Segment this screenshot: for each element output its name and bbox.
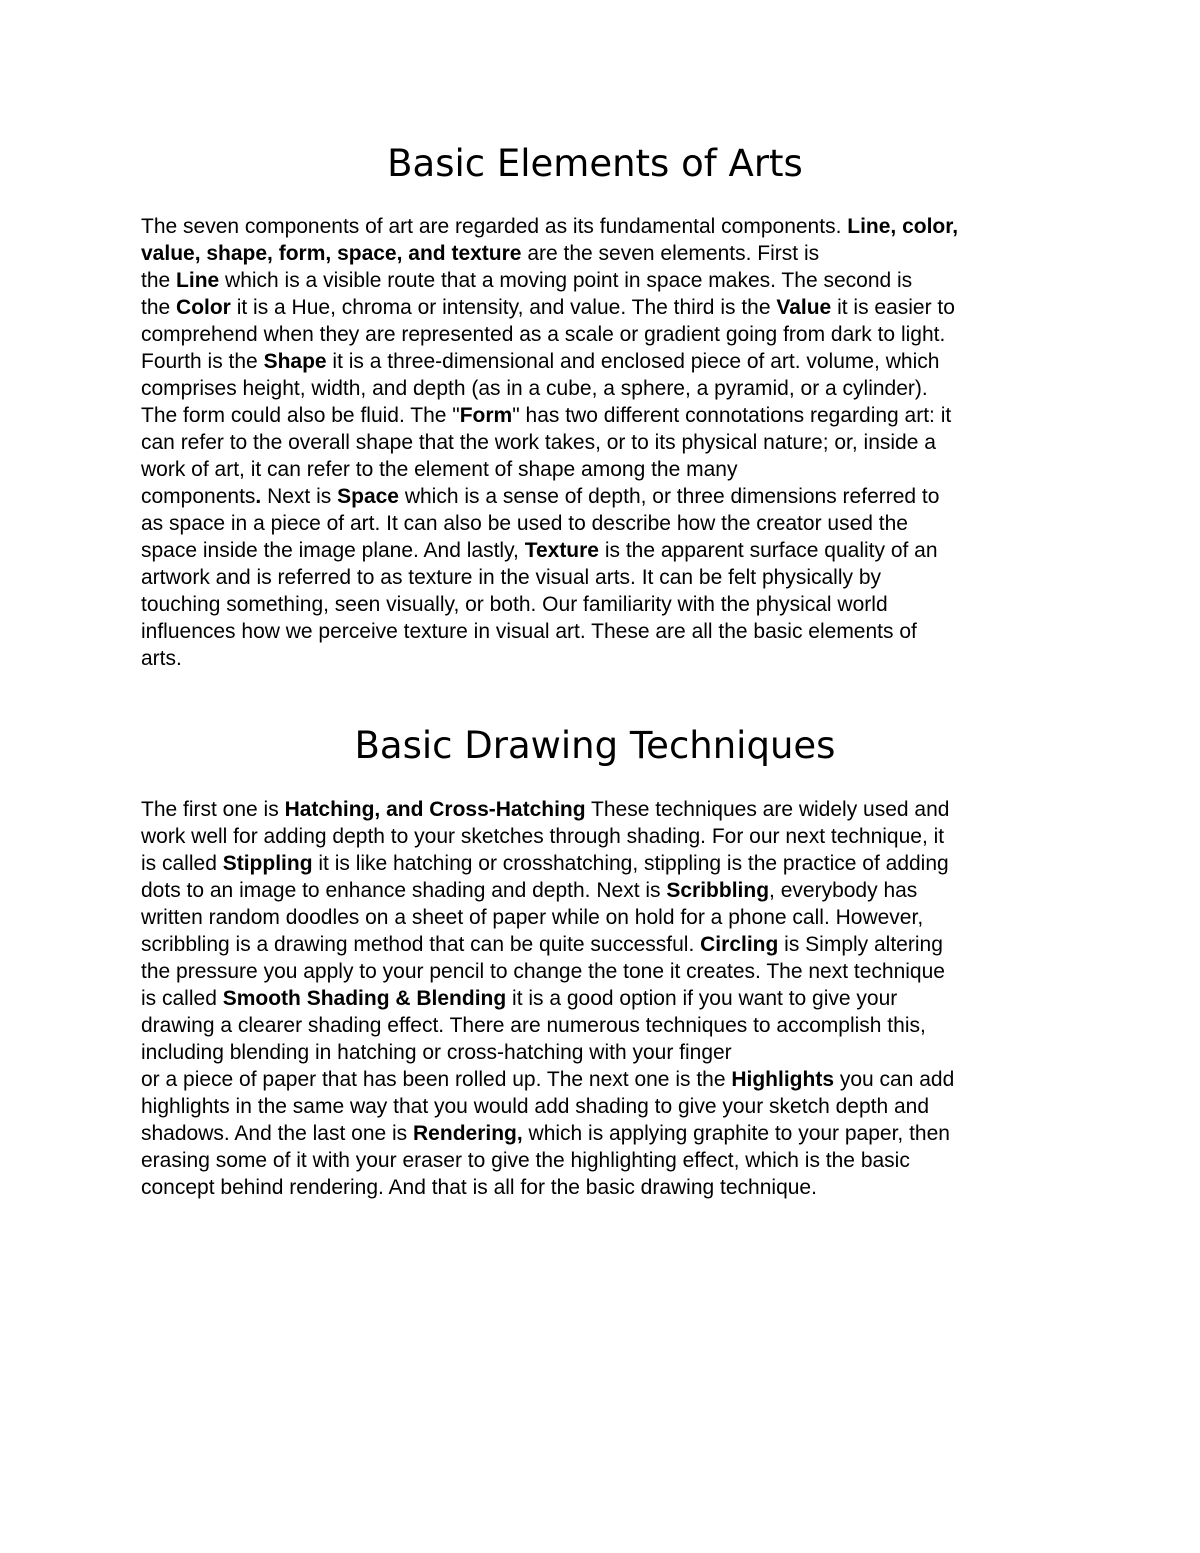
text-run: it is a good option if you want to give your (506, 987, 898, 1010)
text-line (141, 904, 1071, 931)
text-run: it is a Hue, chroma or intensity, and value. The third is the (230, 296, 777, 319)
text-run: as space in a piece of art. It can also be used to describe how the creator used the (141, 512, 908, 535)
text-line (141, 877, 1071, 904)
text-line (141, 375, 1071, 402)
text-line (141, 1039, 1071, 1066)
text-line (141, 537, 1071, 564)
text-line (141, 267, 1071, 294)
text-line (141, 213, 1071, 240)
bold-term: Space (337, 485, 399, 508)
text-line (141, 483, 1071, 510)
text-line (141, 958, 1071, 985)
paragraph-basic-elements (141, 213, 1071, 672)
text-run: components (141, 485, 256, 508)
text-run: work well for adding depth to your sketches through shading. For our next technique, it (141, 825, 945, 848)
heading-basic-elements: Basic Elements of Arts (387, 142, 803, 185)
text-line (141, 1174, 1071, 1201)
text-run: scribbling is a drawing method that can be quite successful. (141, 933, 701, 956)
text-line (141, 796, 1071, 823)
text-run: concept behind rendering. And that is all for the basic drawing technique. (141, 1176, 817, 1199)
text-line (141, 429, 1071, 456)
text-line (141, 1093, 1071, 1120)
text-run: are the seven elements. First is (521, 242, 820, 265)
text-run: which is applying graphite to your paper, then (522, 1122, 950, 1145)
heading-basic-drawing-techniques: Basic Drawing Techniques (354, 724, 836, 767)
text-run: is Simply altering (778, 933, 943, 956)
text-run: can refer to the overall shape that the work takes, or to its physical nature; or, inside a (141, 431, 936, 454)
text-run: Next is (261, 485, 338, 508)
text-run: erasing some of it with your eraser to give the highlighting effect, which is the basic (141, 1149, 910, 1172)
text-run: space inside the image plane. And lastly, (141, 539, 525, 562)
text-line (141, 645, 1071, 672)
text-run: The form could also be fluid. The " (141, 404, 460, 427)
text-run: it is like hatching or crosshatching, stippling is the practice of adding (312, 852, 949, 875)
text-run: , everybody has (769, 879, 918, 902)
text-run: is called (141, 987, 223, 1010)
text-run: written random doodles on a sheet of paper while on hold for a phone call. However, (141, 906, 924, 929)
text-line (141, 321, 1071, 348)
text-line (141, 348, 1071, 375)
paragraph-basic-drawing-techniques (141, 796, 1071, 1201)
text-run: These techniques are widely used and (585, 798, 950, 821)
text-run: dots to an image to enhance shading and depth. Next is (141, 879, 667, 902)
text-run: the pressure you apply to your pencil to change the tone it creates. The next technique (141, 960, 945, 983)
bold-term: Smooth Shading & Blending (222, 987, 507, 1010)
text-run: " has two different connotations regarding art: it (512, 404, 952, 427)
text-run: or a piece of paper that has been rolled up. The next one is the (141, 1068, 732, 1091)
text-run: comprehend when they are represented as a scale or gradient going from dark to light. (141, 323, 946, 346)
text-run: the (141, 296, 177, 319)
text-line (141, 823, 1071, 850)
text-line (141, 294, 1071, 321)
text-run: arts. (141, 647, 182, 670)
text-run: which is a sense of depth, or three dimensions referred to (398, 485, 940, 508)
text-run: shadows. And the last one is (141, 1122, 414, 1145)
text-run: The seven components of art are regarded as its fundamental components. (141, 215, 848, 238)
bold-term: Line, color, (847, 215, 959, 238)
text-line (141, 1147, 1071, 1174)
bold-term: Scribbling (666, 879, 770, 902)
bold-term: . (255, 485, 262, 508)
text-run: work of art, it can refer to the element of shape among the many (141, 458, 738, 481)
bold-term: Circling (700, 933, 779, 956)
bold-term: Rendering, (413, 1122, 523, 1145)
text-run: which is a visible route that a moving point in space makes. The second is (219, 269, 913, 292)
bold-term: Stippling (222, 852, 313, 875)
text-line (141, 591, 1071, 618)
text-run: it is easier to (831, 296, 955, 319)
text-run: touching something, seen visually, or both. Our familiarity with the physical world (141, 593, 888, 616)
bold-term: Color (176, 296, 231, 319)
bold-term: Texture (524, 539, 599, 562)
text-line (141, 1012, 1071, 1039)
text-line (141, 402, 1071, 429)
text-run: The first one is (141, 798, 285, 821)
text-line (141, 456, 1071, 483)
text-run: drawing a clearer shading effect. There are numerous techniques to accomplish this, (141, 1014, 926, 1037)
bold-term: Highlights (731, 1068, 835, 1091)
text-line (141, 985, 1071, 1012)
bold-term: Value (776, 296, 832, 319)
text-run: comprises height, width, and depth (as in a cube, a sphere, a pyramid, or a cylinder). (141, 377, 928, 400)
bold-term: Hatching, and Cross-Hatching (284, 798, 586, 821)
text-line (141, 1066, 1071, 1093)
text-line (141, 618, 1071, 645)
text-line (141, 564, 1071, 591)
text-run: including blending in hatching or cross-hatching with your finger (141, 1041, 732, 1064)
text-run: is called (141, 852, 223, 875)
text-run: is the apparent surface quality of an (599, 539, 938, 562)
bold-term: Form (459, 404, 513, 427)
bold-term: Shape (263, 350, 327, 373)
text-run: artwork and is referred to as texture in the visual arts. It can be felt physically by (141, 566, 882, 589)
text-run: you can add (834, 1068, 955, 1091)
text-line (141, 240, 1071, 267)
text-run: influences how we perceive texture in visual art. These are all the basic elements of (141, 620, 917, 643)
text-line (141, 931, 1071, 958)
text-run: it is a three-dimensional and enclosed piece of art. volume, which (326, 350, 940, 373)
text-line (141, 510, 1071, 537)
bold-term: Line (176, 269, 220, 292)
text-run: Fourth is the (141, 350, 264, 373)
text-run: the (141, 269, 177, 292)
text-run: highlights in the same way that you would add shading to give your sketch depth and (141, 1095, 930, 1118)
text-line (141, 1120, 1071, 1147)
text-line (141, 850, 1071, 877)
bold-term: value, shape, form, space, and texture (141, 242, 522, 265)
